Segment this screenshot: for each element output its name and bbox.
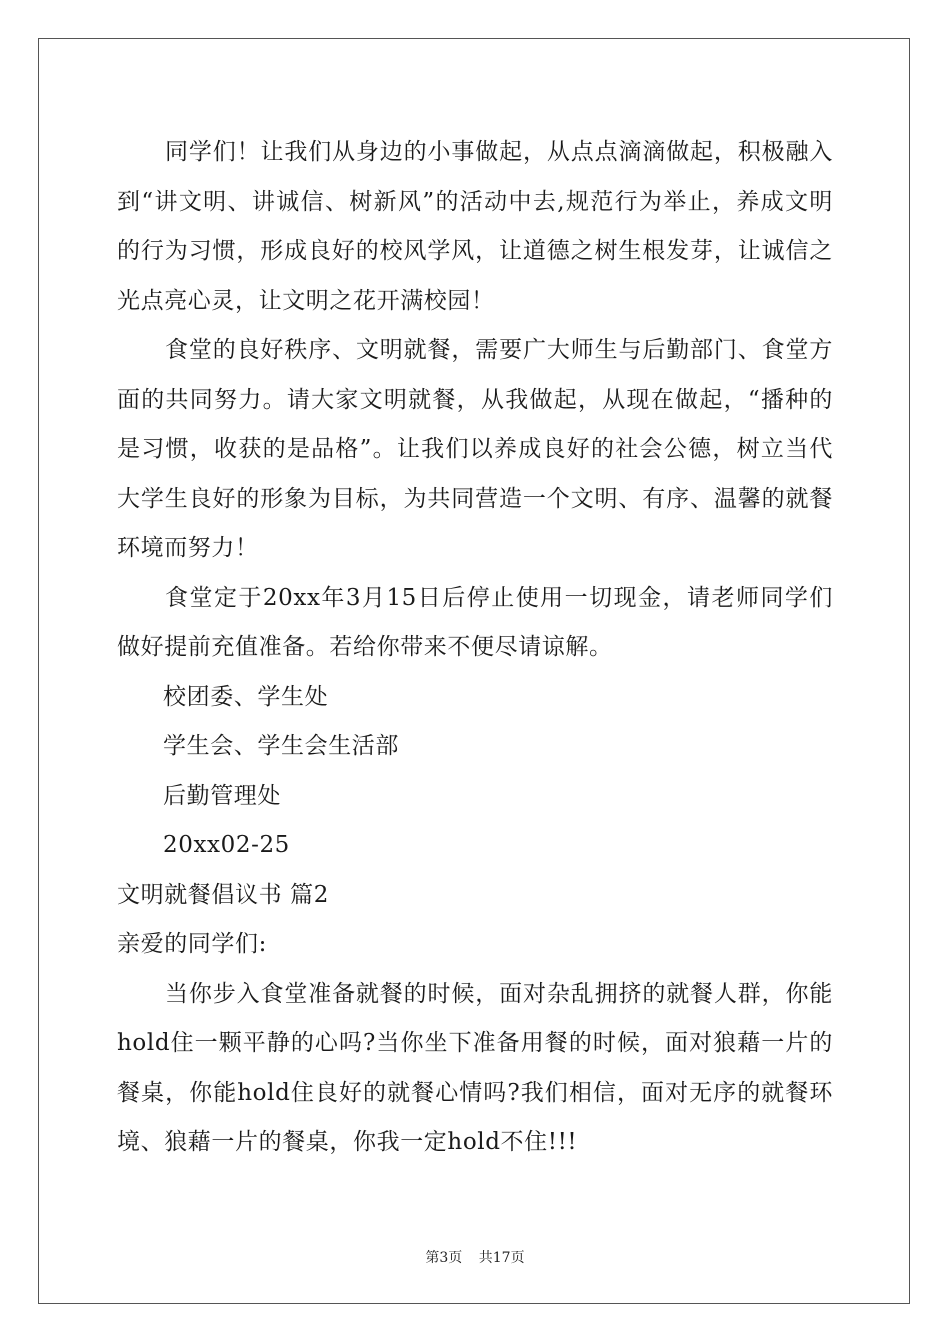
signature-date: 20xx02-25 <box>163 832 290 858</box>
paragraph-3: 食堂定于20xx年3月15日后停止使用一切现金，请老师同学们做好提前充值准备。若给你带来不便尽请谅解。 <box>117 584 833 660</box>
page-number: 第3页 <box>425 1250 463 1266</box>
greeting: 亲爱的同学们: <box>117 931 267 957</box>
signature-org-3: 后勤管理处 <box>163 782 281 809</box>
paragraph-1: 同学们！让我们从身边的小事做起，从点点滴滴做起，积极融入到“讲文明、讲诚信、树新风”的活动中去,规范行为举止，养成文明的行为习惯，形成良好的校风学风，让道德之树生根发芽，让诚信之光点亮心灵，让文明之花开满校园！ <box>117 139 833 314</box>
signature-org-1: 校团委、学生处 <box>163 683 329 710</box>
section-title: 文明就餐倡议书 篇2 <box>117 881 329 908</box>
signature-org-2: 学生会、学生会生活部 <box>163 733 399 759</box>
paragraph-4: 当你步入食堂准备就餐的时候，面对杂乱拥挤的就餐人群，你能hold住一颗平静的心吗?当你坐下准备用餐的时候，面对狼藉一片的餐桌，你能hold住良好的就餐心情吗?我们相信，面对无序的就餐环境、狼藉一片的餐桌，你我一定hold不住!!! <box>117 980 833 1155</box>
page-total: 共17页 <box>478 1250 525 1266</box>
paragraph-2: 食堂的良好秩序、文明就餐，需要广大师生与后勤部门、食堂方面的共同努力。请大家文明就餐，从我做起，从现在做起，“播种的是习惯，收获的是品格”。让我们以养成良好的社会公德，树立当代大学生良好的形象为目标，为共同营造一个文明、有序、温馨的就餐环境而努力！ <box>117 337 833 561</box>
page-footer <box>0 1247 950 1267</box>
document-body <box>117 128 833 1168</box>
